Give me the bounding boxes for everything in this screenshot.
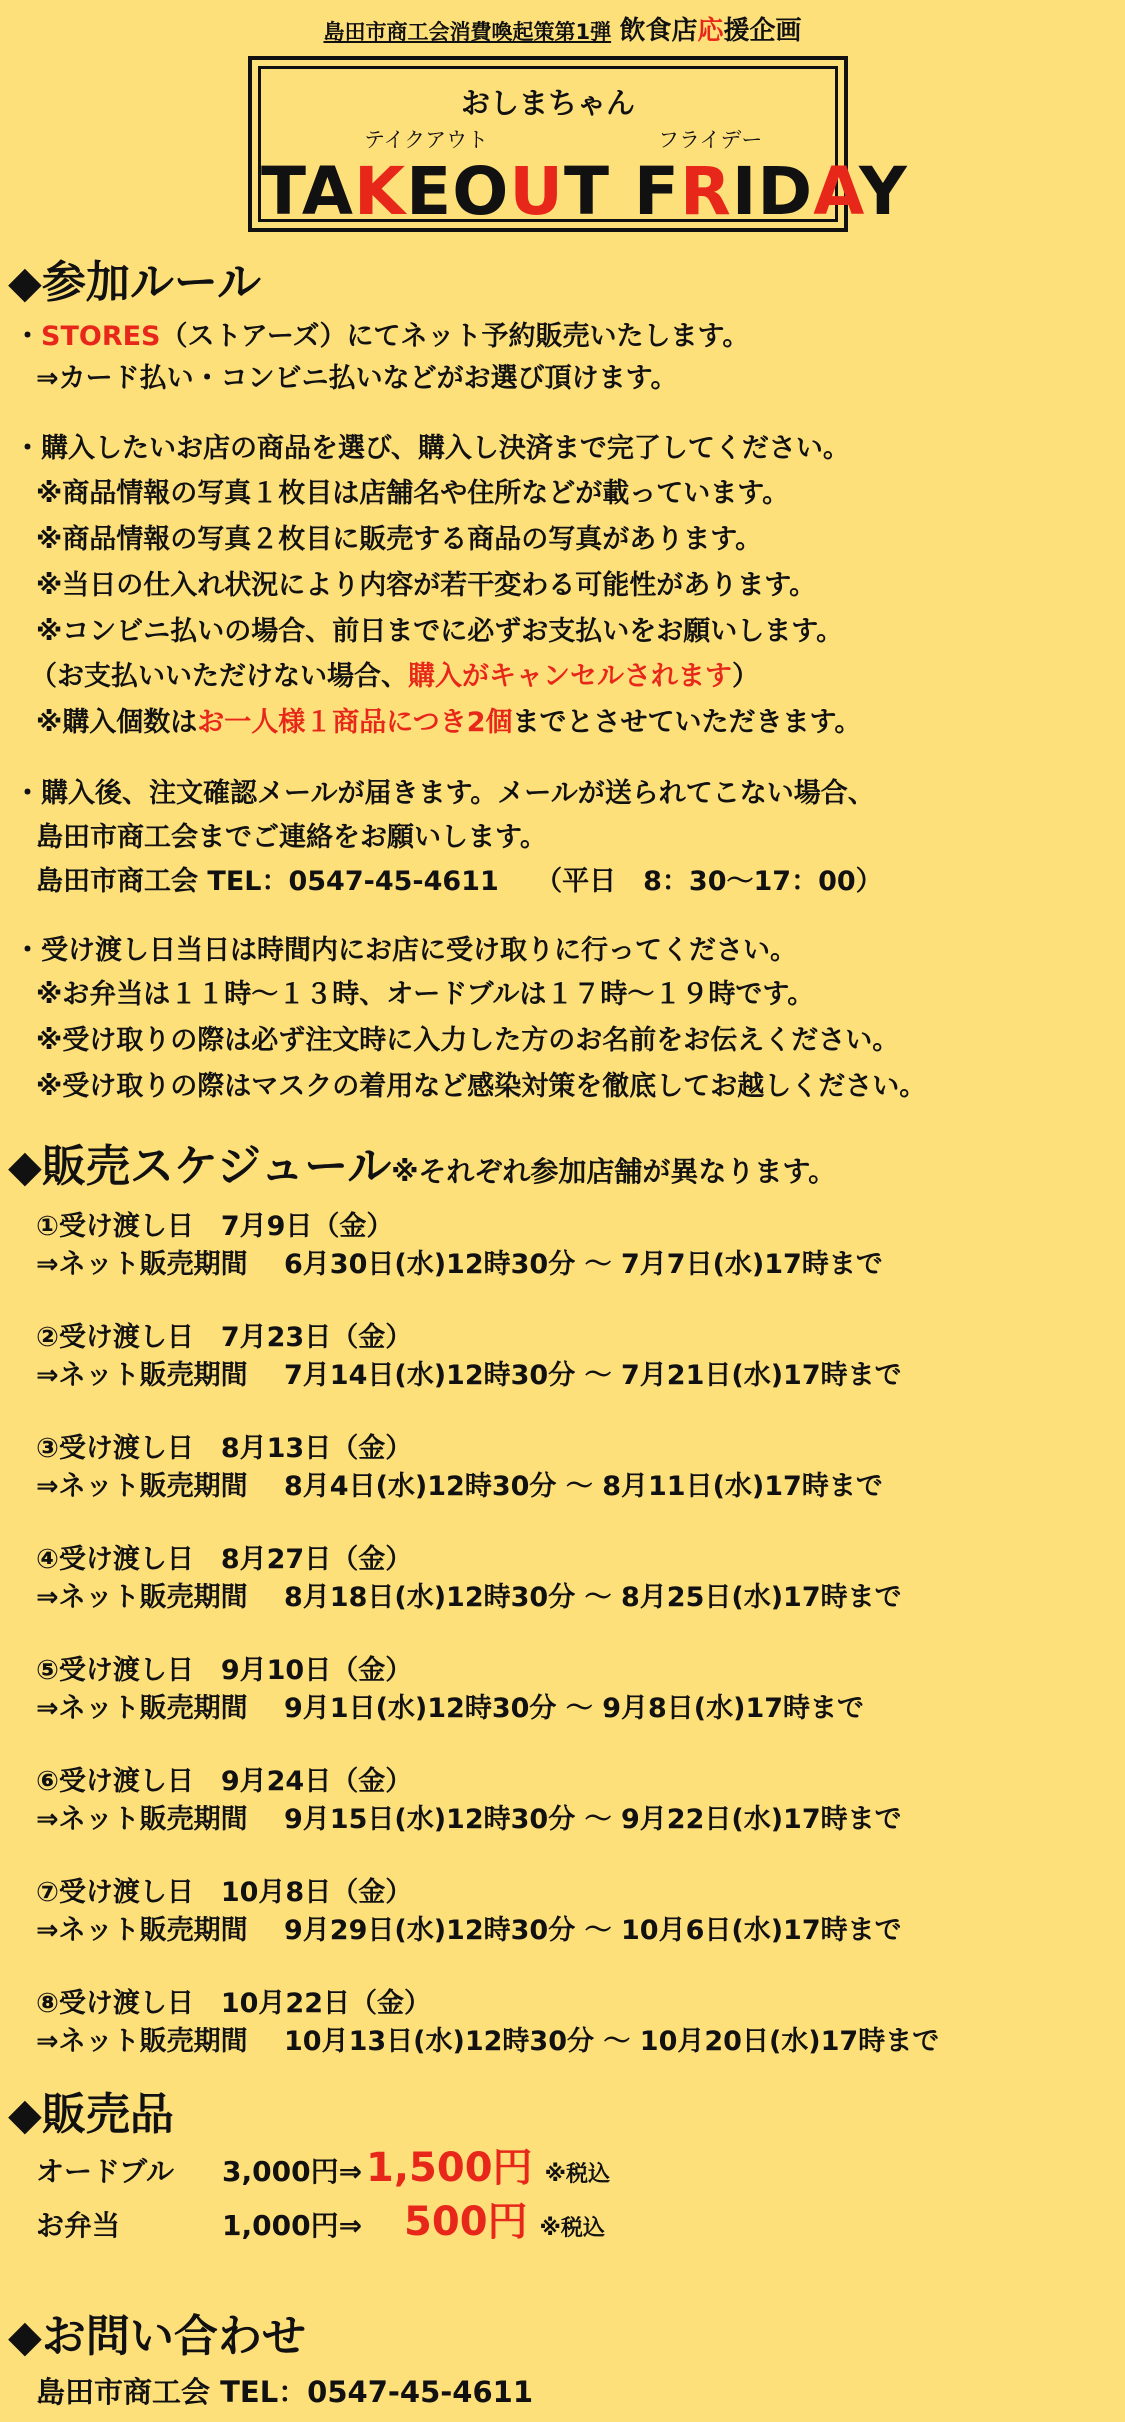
schedule-note: ※それぞれ参加店舗が異なります。 (391, 1155, 837, 1188)
schedule-pickup-date: ⑦受け渡し日 10月8日（金） (36, 1877, 413, 1908)
schedule-pickup-date: ①受け渡し日 7月9日（金） (36, 1211, 394, 1242)
title-part: Y (858, 153, 908, 230)
schedule-sales-period: ⇒ネット販売期間 9月29日(水)12時30分 ～ 10月6日(水)17時まで (36, 1915, 902, 1946)
rule-line-4: ※商品情報の写真１枚目は店舗名や住所などが載っています。 (36, 478, 790, 509)
rule-line-16: ※受け取りの際はマスクの着用など感染対策を徹底してお越しください。 (36, 1071, 927, 1102)
schedule-pickup-date: ⑥受け渡し日 9月24日（金） (36, 1766, 413, 1797)
title-part: T F (563, 153, 681, 230)
product-tax-note: ※税込 (539, 2216, 605, 2241)
product-tax-note: ※税込 (544, 2162, 610, 2187)
rule-line-9-b: までとさせていただきます。 (512, 707, 862, 738)
subtitle-underlined: 島田市商工会消費喚起策第1弾 (323, 20, 612, 44)
rule-line-1-rest: （ストアーズ）にてネット予約販売いたします。 (160, 321, 750, 352)
schedule-sales-period: ⇒ネット販売期間 9月1日(水)12時30分 ～ 9月8日(水)17時まで (36, 1693, 865, 1724)
subtitle-red: 応 (697, 16, 724, 46)
product-sale-price: 500円 (404, 2199, 528, 2245)
schedule-sales-period: ⇒ネット販売期間 8月4日(水)12時30分 ～ 8月11日(水)17時まで (36, 1471, 883, 1502)
ruby-friday: フライデー (658, 128, 763, 152)
rule-line-13: ・受け渡し日当日は時間内にお店に受け取りに行ってください。 (14, 935, 797, 966)
product-name: オードブル (36, 2155, 175, 2188)
product-orig-price: 3,000円⇒ (222, 2155, 363, 2188)
rule-line-3: ・購入したいお店の商品を選び、購入し決済まで完了してください。 (14, 433, 850, 464)
rule-line-14: ※お弁当は１１時～１３時、オードブルは１７時～１９時です。 (36, 979, 815, 1010)
rule-line-8-b: ） (732, 661, 759, 692)
schedule-sales-period: ⇒ネット販売期間 10月13日(水)12時30分 ～ 10月20日(水)17時まで (36, 2026, 940, 2057)
schedule-pickup-date: ②受け渡し日 7月23日（金） (36, 1322, 413, 1353)
rule-line-9-a: ※購入個数は (36, 707, 198, 738)
schedule-pickup-date: ③受け渡し日 8月13日（金） (36, 1433, 413, 1464)
rule-line-7: ※コンビニ払いの場合、前日までに必ずお支払いをお願いします。 (36, 616, 844, 647)
title-part: TA (261, 153, 354, 230)
rule-line-8 (30, 654, 759, 693)
rule-line-11: 島田市商工会までご連絡をお願いします。 (36, 822, 547, 853)
title-part: K (353, 153, 407, 230)
contact-heading: ◆お問い合わせ (8, 2311, 306, 2362)
rule-line-10: ・購入後、注文確認メールが届きます。メールが送られてこない場合、 (14, 778, 875, 809)
title-part: EO (406, 153, 510, 230)
products-heading: ◆販売品 (8, 2089, 174, 2140)
schedule-sales-period: ⇒ネット販売期間 8月18日(水)12時30分 ～ 8月25日(水)17時まで (36, 1582, 902, 1613)
rules-heading: ◆参加ルール (8, 257, 261, 308)
schedule-pickup-date: ④受け渡し日 8月27日（金） (36, 1544, 413, 1575)
bullet: ・ (14, 321, 41, 352)
product-name: お弁当 (36, 2209, 121, 2242)
title-part: ID (731, 153, 814, 230)
schedule-sales-period: ⇒ネット販売期間 9月15日(水)12時30分 ～ 9月22日(水)17時まで (36, 1804, 902, 1835)
schedule-heading (8, 1130, 836, 1194)
product-sale-price: 1,500円 (366, 2145, 533, 2191)
rule-line-9 (36, 700, 861, 739)
product-row-2 (36, 2190, 605, 2247)
purchase-limit: お一人様１商品につき2個 (197, 707, 513, 738)
stores-label: STORES (41, 321, 161, 352)
title-box (248, 56, 908, 232)
title-part: R (680, 153, 732, 230)
brand-name: おしまちゃん (460, 86, 635, 120)
title-part: U (509, 153, 564, 230)
title-box-inner (258, 66, 908, 230)
rule-line-2: ⇒カード払い・コンビニ払いなどがお選び頂けます。 (36, 363, 678, 394)
campaign-subtitle (0, 10, 1125, 47)
rule-line-12: 島田市商工会 TEL：0547-45-4611 （平日 8：30～17：00） (36, 866, 883, 897)
contact-line: 島田市商工会 TEL：0547-45-4611 (36, 2375, 534, 2409)
schedule-sales-period: ⇒ネット販売期間 7月14日(水)12時30分 ～ 7月21日(水)17時まで (36, 1360, 902, 1391)
ruby-takeout: テイクアウト (364, 128, 489, 152)
rule-line-1 (14, 314, 749, 353)
schedule-sales-period: ⇒ネット販売期間 6月30日(水)12時30分 ～ 7月7日(水)17時まで (36, 1249, 883, 1280)
schedule-pickup-date: ⑧受け渡し日 10月22日（金） (36, 1988, 432, 2019)
rule-line-6: ※当日の仕入れ状況により内容が若干変わる可能性があります。 (36, 570, 817, 601)
schedule-heading-text: ◆販売スケジュール (8, 1141, 392, 1192)
subtitle-b: 援企画 (723, 16, 802, 46)
product-orig-price: 1,000円⇒ (222, 2209, 363, 2242)
product-row-1 (36, 2136, 610, 2193)
main-title (261, 153, 908, 230)
schedule-pickup-date: ⑤受け渡し日 9月10日（金） (36, 1655, 413, 1686)
subtitle-a: 飲食店 (619, 16, 698, 46)
rule-line-5: ※商品情報の写真２枚目に販売する商品の写真があります。 (36, 524, 763, 555)
rule-line-8-a: （お支払いいただけない場合、 (30, 661, 408, 692)
title-part: A (813, 153, 859, 230)
cancel-warning: 購入がキャンセルされます (408, 661, 732, 692)
rule-line-15: ※受け取りの際は必ず注文時に入力した方のお名前をお伝えください。 (36, 1025, 900, 1056)
